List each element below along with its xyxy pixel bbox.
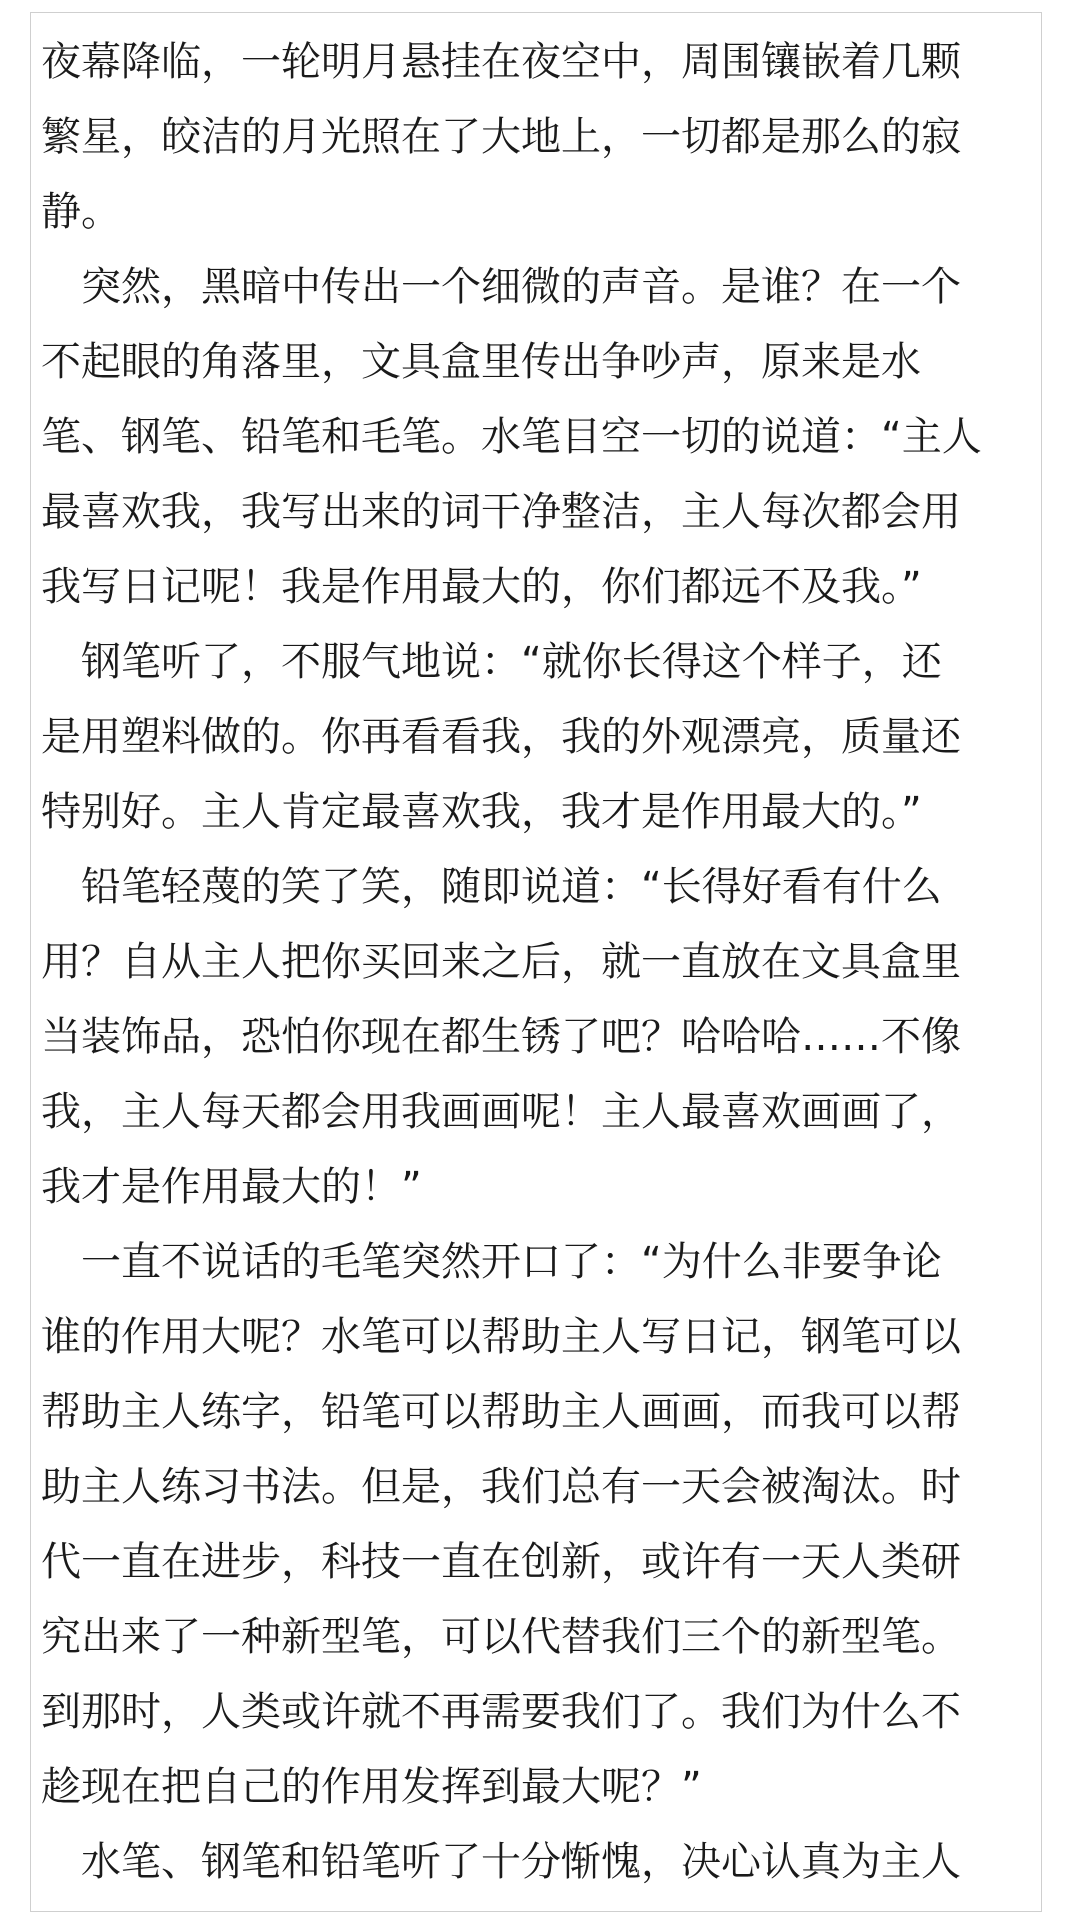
text-line: 究出来了一种新型笔，可以代替我们三个的新型笔。 [41,1614,961,1660]
text-line: 铅笔轻蔑的笑了笑，随即说道：“长得好看有什么 [41,864,942,910]
text-line: 水笔、钢笔和铅笔听了十分惭愧，决心认真为主人 [41,1839,961,1885]
text-line: 到那时，人类或许就不再需要我们了。我们为什么不 [41,1689,961,1735]
text-line: 帮助主人练字，铅笔可以帮助主人画画，而我可以帮 [41,1389,961,1435]
text-line: 趁现在把自己的作用发挥到最大呢？” [41,1764,702,1810]
text-line: 一直不说话的毛笔突然开口了：“为什么非要争论 [41,1239,942,1285]
text-line: 助主人练习书法。但是，我们总有一天会被淘汰。时 [41,1464,961,1510]
story-text [41,25,1041,1900]
text-line: 最喜欢我，我写出来的词干净整洁，主人每次都会用 [41,489,961,535]
text-line: 突然，黑暗中传出一个细微的声音。是谁？在一个 [41,264,961,310]
text-line: 我，主人每天都会用我画画呢！主人最喜欢画画了， [41,1089,961,1135]
text-line: 笔、钢笔、铅笔和毛笔。水笔目空一切的说道：“主人 [41,414,982,460]
text-line: 繁星，皎洁的月光照在了大地上，一切都是那么的寂 [41,114,961,160]
text-line: 用？自从主人把你买回来之后，就一直放在文具盒里 [41,939,961,985]
text-line: 钢笔听了，不服气地说：“就你长得这个样子，还 [41,639,942,685]
text-line: 不起眼的角落里，文具盒里传出争吵声，原来是水 [41,339,921,385]
text-line: 谁的作用大呢？水笔可以帮助主人写日记，钢笔可以 [41,1314,961,1360]
text-line: 夜幕降临，一轮明月悬挂在夜空中，周围镶嵌着几颗 [41,39,961,85]
text-line: 代一直在进步，科技一直在创新，或许有一天人类研 [41,1539,961,1585]
text-line: 我写日记呢！我是作用最大的，你们都远不及我。” [41,564,922,610]
text-line: 特别好。主人肯定最喜欢我，我才是作用最大的。” [41,789,922,835]
text-line: 当装饰品，恐怕你现在都生锈了吧？哈哈哈……不像 [41,1014,961,1060]
text-line: 静。 [41,189,121,235]
text-line: 是用塑料做的。你再看看我，我的外观漂亮，质量还 [41,714,961,760]
text-line: 我才是作用最大的！” [41,1164,422,1210]
document-page [30,12,1042,1912]
